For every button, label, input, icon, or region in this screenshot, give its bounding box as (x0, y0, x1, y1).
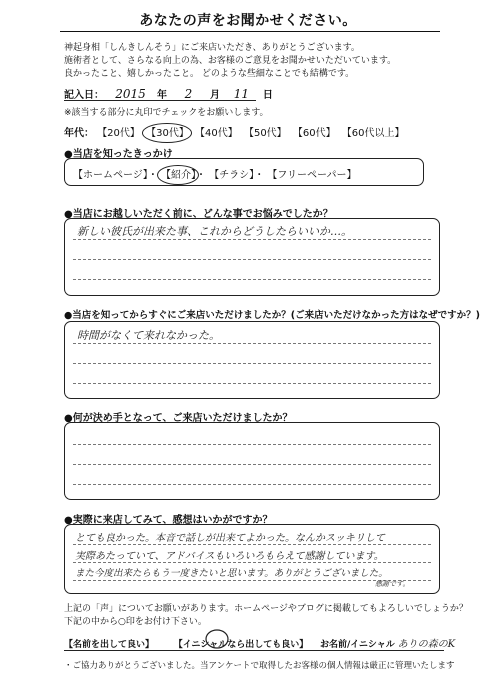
q5-answer-line-1: とても良かった。本音で話しが出来てよかった。なんかスッキリして (75, 533, 385, 544)
answer-line (73, 464, 431, 465)
entry-date: 記入日： 2015 年 2 月 11 日 (64, 87, 273, 101)
date-day[interactable]: 11 (233, 87, 250, 101)
date-month-unit: 月 (209, 90, 220, 101)
q2-heading: ●当店にお越しいただく前に、どんな事でお悩みでしたか？ (64, 209, 333, 220)
page-title: あなたの声をお聞かせください。 (139, 13, 357, 29)
age-option-30s[interactable]: 【30代】 (146, 128, 189, 139)
answer-line (73, 383, 431, 384)
date-underline (64, 100, 256, 101)
date-day-unit: 日 (262, 90, 273, 101)
q5-answer-line-2: 実際あたっていて、アドバイスもいろいろもらえて感謝しています。 (75, 551, 384, 562)
title-underline (60, 31, 440, 32)
q3-answer-box[interactable] (64, 321, 440, 399)
intro-line-1: 神起身相「しんきしんそう」にご来店いただき、ありがとうございます。 (64, 43, 360, 53)
publish-request-line-1: 上記の「声」についてお願いがあります。ホームページやブログに掲載してもよろしいでしょうか？ (64, 604, 468, 614)
q5-answer-line-4: 感謝です。 (375, 580, 410, 588)
intro-line-3: 良かったこと、嬉しかったこと。 どのような些細なことでも結構です。 (64, 69, 355, 79)
name-value[interactable]: ありの森のK (397, 639, 456, 650)
age-selector (64, 124, 408, 139)
q1-heading: ●当店を知ったきっかけ (64, 149, 173, 160)
age-option-50s[interactable]: 【50代】 (243, 128, 287, 139)
date-year[interactable]: 2015 (115, 87, 146, 101)
answer-line (73, 239, 431, 240)
answer-line (73, 363, 431, 364)
options-underline (64, 650, 444, 651)
q3-heading: ●当店を知ってからすぐにご来店いただけましたか？(ご来店いただけなかった方はなぜですか？) (64, 310, 480, 321)
q5-heading: ●実際に来店してみて、感想はいかがですか？ (64, 515, 273, 526)
intro-line-2: 施術者として、さらなる向上の為、お客様のご意見をお聞かせいただいています。 (64, 56, 397, 66)
publish-request-line-2: 下記の中から○印をお付け下さい。 (64, 617, 207, 627)
q5-answer-box[interactable] (64, 524, 440, 594)
answer-line (73, 444, 431, 445)
option-name-ok[interactable]: 【名前を出して良い】 (64, 640, 155, 650)
q1-option-free-paper[interactable]: 【フリーペーパー】 (267, 170, 357, 181)
q4-heading: ●何が決め手となって、ご来店いただけましたか？ (64, 413, 293, 424)
privacy-note: ・ご協力ありがとうございました。当アンケートで取得したお客様の個人情報は厳正に管理いたします (64, 661, 455, 671)
intro-text (64, 42, 464, 81)
q1-option-referral[interactable]: 【紹介】 (161, 170, 196, 181)
name-label: お名前/イニシャル (319, 640, 395, 650)
age-option-60s[interactable]: 【60代】 (292, 128, 336, 139)
publish-request (64, 603, 474, 629)
date-year-unit: 年 (156, 90, 167, 101)
age-option-40s[interactable]: 【40代】 (195, 128, 238, 139)
q5-answer-line-3: また今度出来たらもう一度きたいと思います。ありがとうございました。 (75, 568, 388, 579)
date-label: 記入日 (64, 90, 94, 101)
selection-circle (204, 628, 230, 650)
answer-line (73, 484, 431, 485)
answer-line (73, 279, 431, 280)
answer-line (73, 544, 431, 545)
q1-options: 【ホームページ】・ 【紹介】・ 【チラシ】・ 【フリーペーパー】 (73, 170, 357, 181)
instruction-note: ※該当する部分に丸印でチェックをお願いします。 (64, 108, 269, 118)
answer-line (73, 259, 431, 260)
q1-option-flyer[interactable]: 【チラシ】 (209, 170, 255, 181)
age-option-60s-plus[interactable]: 【60代以上】 (341, 128, 405, 139)
age-option-20s[interactable]: 【20代】 (97, 128, 140, 139)
answer-line (73, 343, 431, 344)
age-label: 年代： (64, 128, 94, 139)
answer-line (73, 562, 431, 563)
publish-options (64, 635, 455, 650)
q1-option-homepage[interactable]: 【ホームページ】 (73, 170, 148, 181)
q4-answer-box[interactable] (64, 422, 440, 500)
q2-answer: 新しい彼氏が出来た事、これからどうしたらいいか…。 (77, 225, 352, 238)
q2-answer-box[interactable] (64, 218, 440, 296)
option-initial-ok[interactable]: 【イニシャルなら出しても良い】 (173, 640, 309, 650)
q1-answer-box (64, 158, 424, 186)
q3-answer: 時間がなくて来れなかった。 (77, 329, 220, 342)
date-month[interactable]: 2 (184, 87, 193, 101)
